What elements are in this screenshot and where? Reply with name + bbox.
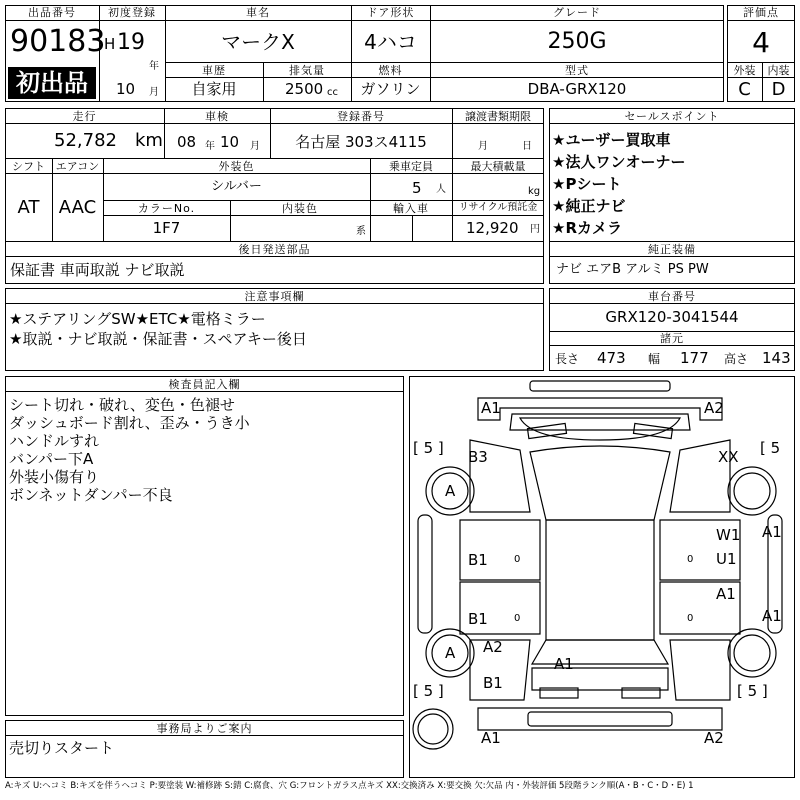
damage-mark: B3	[468, 448, 488, 466]
damage-diagram	[409, 376, 795, 778]
exterior-grade: C	[738, 79, 751, 100]
model-value: DBA-GRX120	[527, 80, 627, 98]
damage-mark: W1	[716, 526, 741, 544]
chassis-number: GRX120-3041544	[605, 308, 739, 326]
damage-mark: B1	[483, 674, 503, 692]
plate-number: 名古屋 303ス4115	[295, 133, 427, 151]
registration-year: 19	[117, 30, 145, 55]
damage-mark: A2	[704, 729, 724, 747]
displacement-label: 排気量	[289, 64, 325, 77]
notes-line-1: ★ステアリングSW★ETC★電格ミラー	[9, 310, 266, 328]
damage-mark: A1	[762, 607, 782, 625]
damage-mark: A1	[716, 585, 736, 603]
interior-color-unit: 系	[356, 226, 366, 237]
inspector-line: ハンドルすれ	[9, 432, 100, 450]
inspection-month-unit: 月	[250, 141, 260, 152]
dims-label: 諸元	[660, 332, 684, 345]
damage-mark: A2	[483, 638, 503, 656]
displacement-value: 2500	[285, 80, 324, 98]
plate-label: 登録番号	[337, 110, 385, 123]
capacity-value: 5	[412, 179, 422, 197]
capacity-label: 乗車定員	[389, 160, 433, 173]
import-label: 輸入車	[393, 202, 429, 215]
color-number: 1F7	[152, 219, 181, 237]
car-name: マークX	[221, 30, 295, 54]
length-value: 473	[597, 349, 626, 367]
lot-number-label: 出品番号	[28, 6, 76, 19]
mileage-label: 走行	[72, 110, 97, 123]
selling-point-item: ★純正ナビ	[552, 197, 626, 215]
damage-mark-zero: 0	[514, 554, 521, 565]
later-parts-label: 後日発送部品	[238, 243, 311, 256]
damage-mark-zero: 0	[514, 613, 521, 624]
tire-mark-front-left: A	[445, 482, 456, 500]
era-letter: H	[104, 35, 116, 53]
first-listing-label: 初出品	[16, 69, 88, 97]
displacement-unit: cc	[327, 87, 338, 98]
score-value: 4	[752, 26, 770, 59]
damage-mark: U1	[716, 550, 737, 568]
office-text: 売切りスタート	[9, 739, 115, 757]
color-label: 外装色	[218, 160, 255, 173]
model-label: 型式	[565, 64, 589, 77]
inspection-month: 10	[220, 133, 240, 151]
inspection-year-unit: 年	[205, 141, 215, 152]
equipment-text: ナビ エアB アルミ PS PW	[556, 262, 709, 277]
ac-value: AAC	[58, 197, 97, 218]
tire-mark-rear-left: A	[445, 644, 456, 662]
month-unit: 月	[149, 87, 159, 98]
chassis-label: 車台番号	[648, 290, 696, 303]
damage-mark: A1	[762, 523, 782, 541]
damage-mark: A1	[554, 655, 574, 673]
damage-mark-zero: 0	[687, 554, 694, 565]
width-value: 177	[680, 349, 709, 367]
shift-value: AT	[17, 197, 40, 218]
mileage-value: 52,782	[54, 130, 117, 151]
damage-mark: A1	[481, 729, 501, 747]
tread-depth-rear-right: [ 5 ]	[737, 682, 768, 700]
fuel-value: ガソリン	[360, 80, 421, 98]
transfer-deadline-label: 譲渡書類期限	[465, 110, 531, 123]
tread-depth-front-right: [ 5	[760, 439, 781, 457]
max-load-label: 最大積載量	[470, 160, 526, 173]
year-unit: 年	[149, 61, 159, 72]
selling-point-item: ★Pシート	[552, 175, 622, 193]
door-type: 4ハコ	[364, 30, 417, 54]
equipment-label: 純正装備	[648, 243, 696, 256]
damage-mark-zero: 0	[687, 613, 694, 624]
first-registration-label: 初度登録	[108, 6, 156, 19]
mileage-unit: km	[135, 130, 163, 151]
transfer-day-unit: 日	[522, 141, 532, 152]
capacity-unit: 人	[436, 184, 446, 195]
inspector-line: ボンネットダンパー不良	[9, 486, 173, 504]
office-label: 事務局よりご案内	[156, 722, 253, 735]
notes-line-2: ★取説・ナビ取説・保証書・スペアキー後日	[9, 330, 307, 348]
length-label: 長さ	[555, 352, 580, 366]
tread-depth-front-left: [ 5 ]	[413, 439, 444, 457]
inspector-line: バンパー下A	[9, 450, 94, 468]
interior-grade: D	[771, 79, 786, 100]
height-value: 143	[762, 349, 791, 367]
history-label: 車歴	[202, 64, 226, 77]
max-load-unit: kg	[528, 186, 541, 197]
damage-mark: A1	[481, 399, 501, 417]
exterior-label: 外装	[733, 64, 756, 77]
notes-label: 注意事項欄	[244, 290, 305, 303]
grade: 250G	[547, 29, 607, 54]
car-name-label: 車名	[246, 6, 270, 19]
color-value: シルバー	[211, 179, 262, 194]
recycle-label: リサイクル預託金	[458, 202, 538, 213]
damage-mark: A2	[704, 399, 724, 417]
damage-mark: B1	[468, 551, 488, 569]
lot-number: 90183	[10, 24, 106, 59]
registration-month: 10	[116, 80, 136, 98]
inspection-label: 車検	[205, 110, 229, 123]
selling-point-item: ★ユーザー買取車	[552, 131, 671, 149]
shift-label: シフト	[12, 160, 45, 173]
interior-label: 内装	[767, 64, 790, 77]
recycle-unit: 円	[530, 224, 540, 235]
grade-label: グレード	[553, 6, 601, 19]
width-label: 幅	[648, 352, 661, 366]
later-parts-text: 保証書 車両取説 ナビ取説	[10, 261, 185, 279]
inspector-label: 検査員記入欄	[168, 378, 241, 391]
legend-text: A:キズ U:ヘコミ B:キズを伴うヘコミ P:要塗装 W:補修跡 S:錆 C:腐食、穴 G:フロントガラス点キズ XX:交換済み X:要交換 欠:欠品 内・外装評価 5段階ランク順(A・B・C・D・E) 1	[5, 781, 694, 791]
history-value: 自家用	[191, 80, 237, 98]
inspector-line: シート切れ・破れ、変色・色褪せ	[9, 396, 235, 414]
selling-point-item: ★法人ワンオーナー	[552, 153, 686, 171]
damage-mark: XX	[718, 448, 739, 466]
ac-label: エアコン	[55, 160, 100, 173]
fuel-label: 燃料	[378, 64, 403, 77]
tread-depth-rear-left: [ 5 ]	[413, 682, 444, 700]
score-label: 評価点	[743, 6, 779, 19]
color-number-label: カラーNo.	[137, 202, 196, 215]
selling-point-item: ★Rカメラ	[552, 219, 622, 237]
door-label: ドア形状	[366, 6, 415, 19]
inspector-line: 外装小傷有り	[9, 468, 100, 486]
selling-points-label: セールスポイント	[624, 110, 720, 123]
height-label: 高さ	[724, 352, 749, 366]
inspector-line: ダッシュボード割れ、歪み・うき小	[9, 414, 250, 432]
inspection-year: 08	[177, 133, 197, 151]
damage-mark: B1	[468, 610, 488, 628]
interior-color-label: 内装色	[282, 202, 318, 215]
recycle-value: 12,920	[466, 219, 519, 237]
transfer-month-unit: 月	[478, 141, 488, 152]
